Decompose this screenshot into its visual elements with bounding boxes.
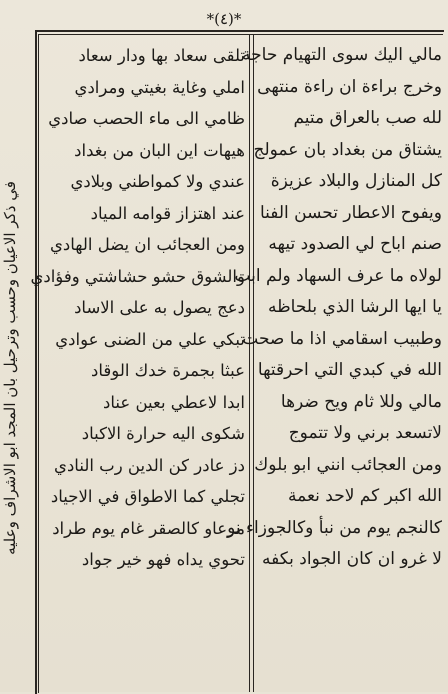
verse-line: شكوى اليه حرارة الاكباد (81, 424, 245, 443)
verse-line: املي وغاية بغيتي ومرادي (74, 77, 245, 97)
verse-line: يا ايها الرشا الذي بلحاظه (268, 297, 442, 317)
verse-line: ومن العجائب ان يضل الهادي (50, 235, 245, 254)
left-column (30, 40, 245, 576)
verse-line: لولاه ما عرف السهاد ولم ابت (234, 265, 442, 286)
verse-line: هيهات اين البان من بغداد (74, 140, 245, 160)
verse-line: عبثا بجمرة خدك الوقاد (91, 361, 245, 380)
verse-line: تجلي كما الاطواق في الاجياد (50, 487, 245, 506)
verse-line: مالي اليك سوى التهيام حاجة (242, 45, 442, 65)
verse-line: مرعاو كالصقر غام يوم طراد (52, 518, 245, 538)
verse-line: مالي وللا ثام ويح ضرها (280, 391, 442, 412)
verse-line: لا غرو ان كان الجواد بكفه (262, 549, 442, 569)
verse-line: تلقى سعاد بها ودار سعاد (78, 46, 245, 65)
verse-line: عندي ولا كمواطني وبلادي (70, 172, 245, 191)
verse-line: والشوق حشو حشاشتي وفؤادي (30, 266, 245, 286)
right-column (227, 40, 442, 576)
column-divider-right (253, 34, 254, 692)
verse-line: ومن العجائب انني ابو بلوك (254, 454, 442, 475)
verse-line: وطبيب اسقامي اذا ما صحت (242, 328, 442, 349)
column-divider-left (249, 34, 250, 692)
verse-line: دز عادر كن الدين رب النادي (54, 455, 245, 475)
margin-note: في ذكر الاعيان وحسب وترحيل بان المجد ابو الاشراف وعليه (1, 181, 19, 555)
verse-line: لاتسعد برني ولا تتموج (288, 423, 442, 443)
verse-line: عند اهتزاز قوامه المياد (90, 203, 245, 223)
verse-line: وخرج براءة ان راءة منتهى (257, 76, 442, 97)
verse-line: ظامي الى ماء الحصب صادي (48, 109, 245, 128)
page-number-marker: *(٤)* (206, 10, 242, 28)
verse-line: ابدا لاعطي بعين عناد (103, 392, 245, 412)
verse-line: تحوي يداه فهو خير جواد (81, 550, 245, 569)
verse-line: لله صب بالعراق متيم (293, 108, 442, 128)
verse-line: ويفوح الاعطار تحسن الفنا (259, 202, 442, 223)
verse-line: تبكي علي من الضنى عوادي (55, 329, 245, 349)
verse-line: صنم اباح لي الصدود تيهه (268, 234, 442, 254)
verse-line: يشتاق من بغداد بان عمولج (253, 139, 442, 160)
verse-line: كالنجم يوم من نبأ وكالجوزاء نو (227, 517, 442, 538)
verse-line: الله اكبر كم لاحد نعمة (288, 486, 442, 506)
verse-line: الله في كبدي التي احرقتها (257, 360, 442, 380)
verse-line: دعج يصول به على الاساد (74, 298, 245, 317)
verse-line: كل المنازل والبلاد عزيزة (270, 171, 442, 191)
